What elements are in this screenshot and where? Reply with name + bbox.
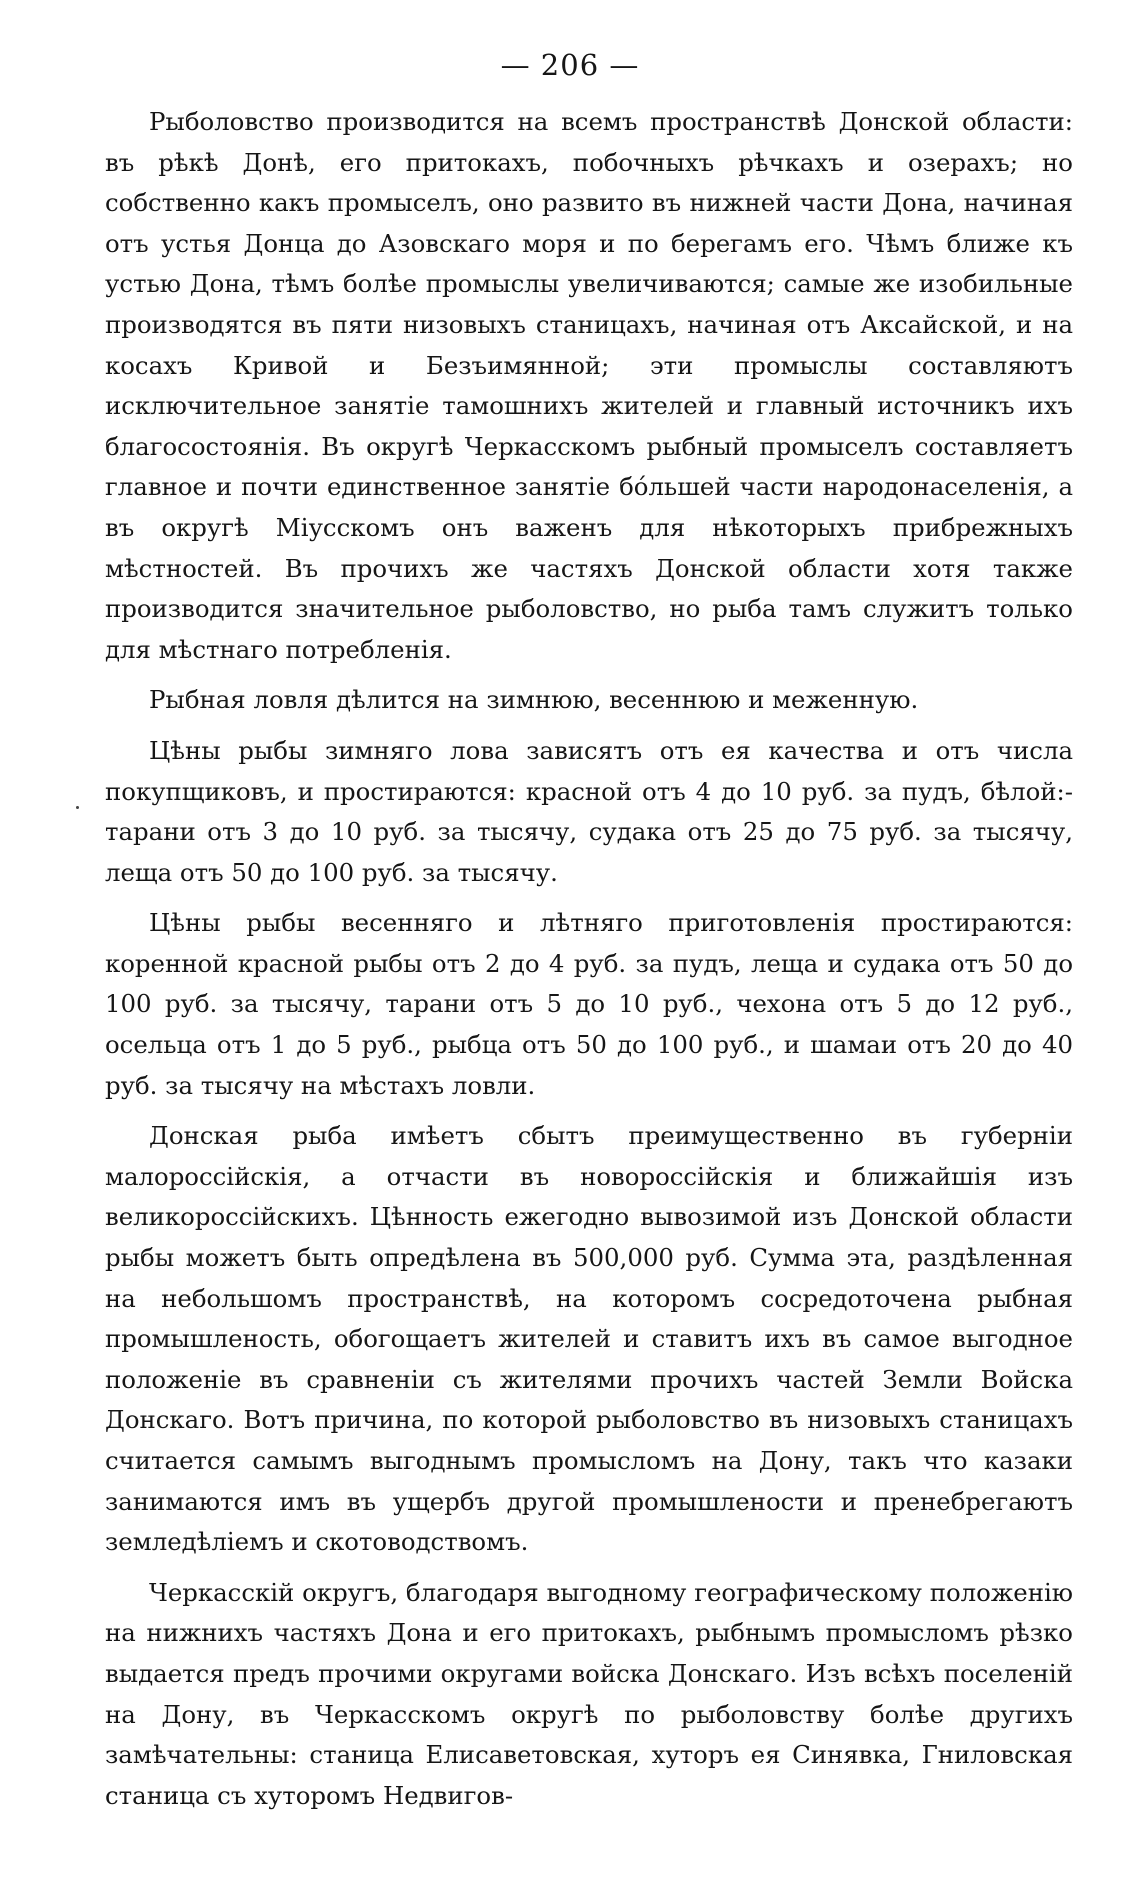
paragraph-fishing-overview: Рыболовство производится на всемъ пространствѣ Донской области: въ рѣкѣ Донѣ, его притокахъ, побочныхъ рѣчкахъ и озерахъ; но собственно какъ промыселъ, оно развито въ нижней части Дона, начиная отъ устья Донца до Азовскаго моря и по берегамъ его. Чѣмъ ближе къ устью Дона, тѣмъ болѣе промыслы увеличиваются; самые же изобильные производятся въ пяти низовыхъ станицахъ, начиная отъ Аксайской, и на косахъ Кривой и Безъимянной; эти промыслы составляютъ исключительное занятіе тамошнихъ жителей и главный источникъ ихъ благосостоянія. Въ округѣ Черкасскомъ рыбный промыселъ составляетъ главное и почти единственное занятіе бо́льшей части народонаселенія, а въ округѣ Міусскомъ онъ важенъ для нѣкоторыхъ прибрежныхъ мѣстностей. Въ прочихъ же частяхъ Донской области хотя также производится значительное рыболовство, но рыба тамъ служитъ только для мѣстнаго потребленія. bbox=[105, 107, 1073, 664]
margin-speck bbox=[76, 806, 79, 809]
paragraph-winter-prices: Цѣны рыбы зимняго лова зависятъ отъ ея качества и отъ числа покупщиковъ, и простираются: красной отъ 4 до 10 руб. за пудъ, бѣлой:-тарани отъ 3 до 10 руб. за тысячу, судака отъ 25 до 75 руб. за тысячу, леща отъ 50 до 100 руб. за тысячу. bbox=[105, 735, 1073, 887]
page-text bbox=[105, 102, 1073, 1816]
paragraph-cherkassk-district: Черкасскій округъ, благодаря выгодному географическому положенію на нижнихъ частяхъ Дона и его притокахъ, рыбнымъ промысломъ рѣзко выдается предъ прочими округами войска Донскаго. Изъ всѣхъ поселеній на Дону, въ Черкасскомъ округѣ по рыболовству болѣе другихъ замѣчательны: станица Елисаветовская, хуторъ ея Синявка, Гниловская станица съ хуторомъ Недвигов- bbox=[105, 1577, 1073, 1810]
paragraph-spring-summer-prices: Цѣны рыбы весенняго и лѣтняго приготовленія простираются: коренной красной рыбы отъ 2 до 4 руб. за пудъ, леща и судака отъ 50 до 100 руб. за тысячу, тарани отъ 5 до 10 руб., чехона отъ 5 до 12 руб., осельца отъ 1 до 5 руб., рыбца отъ 50 до 100 руб., и шамаи отъ 20 до 40 руб. за тысячу на мѣстахъ ловли. bbox=[105, 908, 1073, 1100]
page-number: — 206 — bbox=[500, 48, 640, 82]
paragraph-fish-trade: Донская рыба имѣетъ сбытъ преимущественно въ губерніи малороссійскія, а отчасти въ новороссійскія и ближайшія изъ великороссійскихъ. Цѣнность ежегодно вывозимой изъ Донской области рыбы можетъ быть опредѣлена въ 500,000 руб. Сумма эта, раздѣленная на небольшомъ пространствѣ, на которомъ сосредоточена рыбная промышленость, обогощаетъ жителей и ставитъ ихъ въ самое выгодное положеніе въ сравненіи съ жителями прочихъ частей Земли Войска Донскаго. Вотъ причина, по которой рыболовство въ низовыхъ станицахъ считается самымъ выгоднымъ промысломъ на Дону, такъ что казаки занимаются имъ въ ущербъ другой промышлености и пренебрегаютъ земледѣліемъ и скотоводствомъ. bbox=[105, 1121, 1073, 1557]
paragraph-fishing-seasons: Рыбная ловля дѣлится на зимнюю, весеннюю и меженную. bbox=[149, 685, 919, 715]
